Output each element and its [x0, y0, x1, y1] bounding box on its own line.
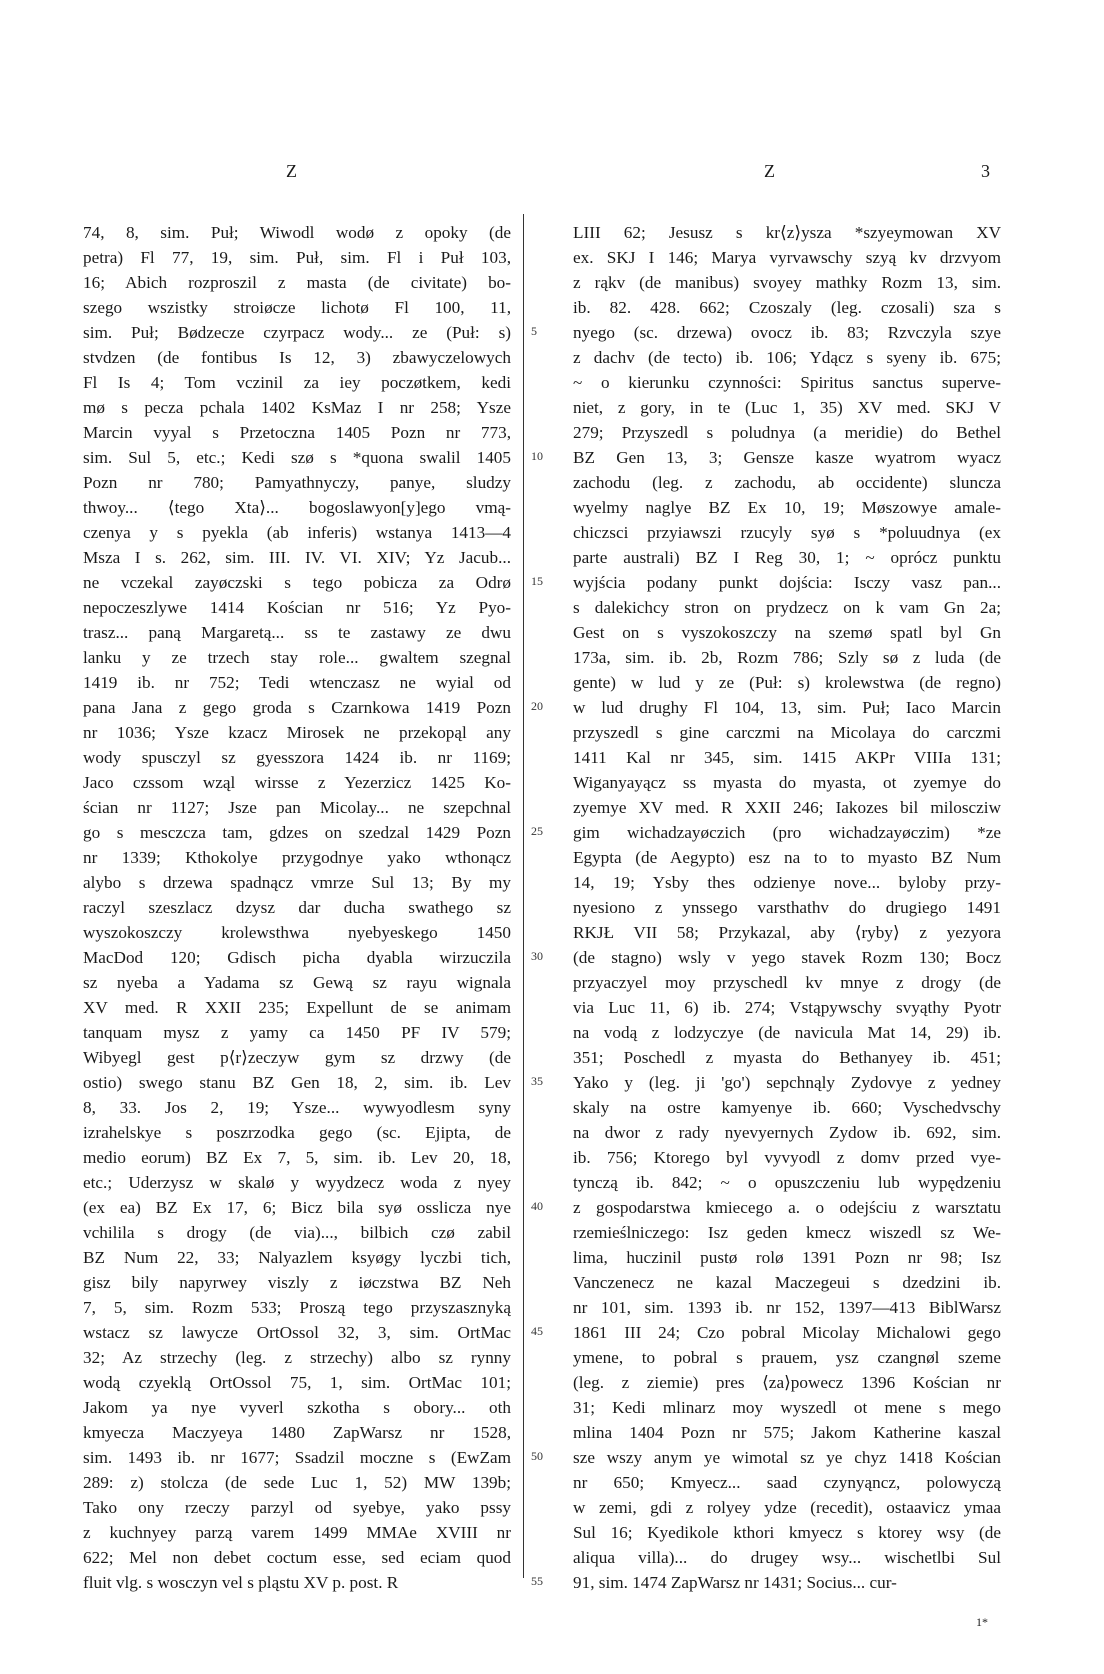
text-line: izrahelskye s poszrzodka gego (sc. Ejipta, de — [83, 1123, 511, 1142]
header-right-letter: Z — [764, 161, 775, 181]
text-line: nepoczeszlywe 1414 Kościan nr 516; Yz Pyo- — [83, 598, 511, 617]
page-number: 3 — [981, 161, 990, 181]
text-line: Marcin vyyal s Przetoczna 1405 Pozn nr 773, — [83, 423, 511, 442]
text-line: w zemi, gdi z rolyey ydze (recedit), ostaavicz ymaa — [573, 1498, 1001, 1517]
text-line: petra) Fl 77, 19, sim. Puł, sim. Fl i Puł 103, — [83, 248, 511, 267]
left-text-column — [83, 220, 511, 1595]
text-line: nyesiono z ynssego varsthathv do drugiego 1491 — [573, 898, 1001, 917]
text-line: XV med. R XXII 235; Expellunt de se animam — [83, 998, 511, 1017]
text-line: nr 101, sim. 1393 ib. nr 152, 1397—413 BiblWarsz — [573, 1298, 1001, 1317]
text-line: fluit vlg. s wosczyn vel s pląstu XV p. post. R — [83, 1573, 399, 1592]
text-line: thwoy... ⟨tego Xta⟩... bogoslawyon[y]ego vmą- — [83, 498, 511, 517]
text-line: z rąkv (de manibus) svoyey mathky Rozm 13, sim. — [573, 273, 1001, 292]
text-line: Jakom ya nye vyverl szkotha s obory... oth — [83, 1398, 511, 1417]
column-divider — [523, 214, 524, 1578]
text-line: ib. 756; Ktorego byl vyvyodl z domv przed vye- — [573, 1148, 1001, 1167]
text-line: wyelmy naglye BZ Ex 10, 19; Møszowye amale- — [573, 498, 1001, 517]
text-line: czenya y s pyekla (ab inferis) wstanya 1413—4 — [83, 523, 511, 542]
text-line: tanquam mysz z yamy ca 1450 PF IV 579; — [83, 1023, 511, 1042]
text-line: trasz... paną Margaretą... ss te zastawy ze dwu — [83, 623, 511, 642]
text-line: 1861 III 24; Czo pobral Micolay Michalowi gego — [573, 1323, 1001, 1342]
text-line: ścian nr 1127; Jsze pan Micolay... ne szepchnal — [83, 798, 511, 817]
text-line: kmyecza Maczyeya 1480 ZapWarsz nr 1528, — [83, 1423, 511, 1442]
text-line: Fl Is 4; Tom vczinil za iey poczøtkem, kedi — [83, 373, 511, 392]
text-line: ymene, to pobral s prauem, ysz czangnøl szeme — [573, 1348, 1001, 1367]
text-line: 31; Kedi mlinarz moy wyszedl ot mene s mego — [573, 1398, 1001, 1417]
text-line: LIII 62; Jesusz s kr⟨z⟩ysza *szyeymowan XV — [573, 223, 1001, 242]
text-line: vchilila s drogy (de via)..., bilbich czø zabil — [83, 1223, 511, 1242]
text-line: 279; Przyszedl s poludnya (a meridie) do Bethel — [573, 423, 1001, 442]
text-line: 74, 8, sim. Puł; Wiwodl wodø z opoky (de — [83, 223, 511, 242]
text-line: s dalekichcy stron on prydzecz on k vam Gn 2a; — [573, 598, 1001, 617]
text-line: BZ Gen 13, 3; Gensze kasze wyatrom wyacz — [573, 448, 1001, 467]
text-line: 351; Poschedl z myasta do Bethanyey ib. 451; — [573, 1048, 1001, 1067]
text-line: wodą czyeklą OrtOssol 75, 1, sim. OrtMac 101; — [83, 1373, 511, 1392]
text-line: pana Jana z gego groda s Czarnkowa 1419 Pozn — [83, 698, 511, 717]
line-number: 45 — [531, 1324, 543, 1338]
right-text-column — [573, 220, 1001, 1595]
text-line: lanku y ze trzech stay role... gwaltem szegnal — [83, 648, 511, 667]
text-line: ex. SKJ I 146; Marya vyrvawschy szyą kv drzvyom — [573, 248, 1001, 267]
text-line: na vodą z lodzyczye (de navicula Mat 14, 29) ib. — [573, 1023, 1001, 1042]
line-number: 15 — [531, 574, 543, 588]
text-line: (de stagno) wsly v yego stavek Rozm 130; Bocz — [573, 948, 1001, 967]
line-number: 25 — [531, 824, 543, 838]
text-line: (ex ea) BZ Ex 17, 6; Bicz bila syø osslicza nye — [83, 1198, 511, 1217]
line-number: 40 — [531, 1199, 543, 1213]
line-number: 55 — [531, 1574, 543, 1588]
text-line: 16; Abich rozproszil z masta (de civitate) bo- — [83, 273, 511, 292]
line-number: 50 — [531, 1449, 543, 1463]
text-line: Pozn nr 780; Pamyathnyczy, panye, sludzy — [83, 473, 511, 492]
text-line: wody spusczyl sz gyesszora 1424 ib. nr 1169; — [83, 748, 511, 767]
text-line: sim. 1493 ib. nr 1677; Ssadzil moczne s (EwZam — [83, 1448, 511, 1467]
text-line: 14, 19; Ysby thes odzienye nove... byloby przy- — [573, 873, 1001, 892]
text-line: Tako ony rzeczy parzyl od syebye, yako pssy — [83, 1498, 511, 1517]
text-line: BZ Num 22, 33; Nalyazlem ksyøgy lyczbi tich, — [83, 1248, 511, 1267]
text-line: zachodu (leg. z zachodu, ab occidente) sluncza — [573, 473, 1001, 492]
text-line: mlina 1404 Pozn nr 575; Jakom Katherine kaszal — [573, 1423, 1001, 1442]
text-line: Yako y (leg. ji 'go') sepchnąly Zydovye z yedney — [573, 1073, 1001, 1092]
text-line: przyaczyel moy przyschedl kv mnye z drogy (de — [573, 973, 1001, 992]
text-line: MacDod 120; Gdisch picha dyabla wirzuczila — [83, 948, 511, 967]
text-line: sze wszy anym ye wimotal sz ye chyz 1418 Kościan — [573, 1448, 1001, 1467]
text-line: 32; Az strzechy (leg. z strzechy) albo sz rynny — [83, 1348, 511, 1367]
text-line: 173a, sim. ib. 2b, Rozm 786; Szly sø z luda (de — [573, 648, 1001, 667]
text-line: skaly na ostre kamyenye ib. 660; Vyschedvschy — [573, 1098, 1001, 1117]
text-line: niet, z gory, in te (Luc 1, 35) XV med. SKJ V — [573, 398, 1001, 417]
text-line: 622; Mel non debet coctum esse, sed eciam quod — [83, 1548, 511, 1567]
text-line: z gospodarstwa kmiecego a. o odejściu z warsztatu — [573, 1198, 1001, 1217]
text-line: nyego (sc. drzewa) ovocz ib. 83; Rzvczyla szye — [573, 323, 1001, 342]
text-line: ib. 82. 428. 662; Czoszaly (leg. czosali) sza s — [573, 298, 1001, 317]
text-line: go s mesczcza tam, gdzes on szedzal 1429 Pozn — [83, 823, 511, 842]
text-line: 8, 33. Jos 2, 19; Ysze... wywyodlesm syny — [83, 1098, 511, 1117]
text-line: przyszedl s gine carczmi na Micolaya do carczmi — [573, 723, 1001, 742]
text-line: w lud drughy Fl 104, 13, sim. Puł; Iaco Marcin — [573, 698, 1001, 717]
text-line: tynczą ib. 842; ~ o opuszczeniu lub wypędzeniu — [573, 1173, 1001, 1192]
text-line: sz nyeba a Yadama sz Gewą sz rayu wignala — [83, 973, 511, 992]
text-line: wstacz sz lawycze OrtOssol 32, 3, sim. OrtMac — [83, 1323, 511, 1342]
text-line: chiczsci przyiawszi rzucyly syø s *poluudnya (ex — [573, 523, 1001, 542]
text-line: RKJŁ VII 58; Przykazal, aby ⟨ryby⟩ z yezyora — [573, 923, 1001, 942]
text-line: via Luc 11, 6) ib. 274; Vstąpywschy svyąthy Pyotr — [573, 998, 1001, 1017]
line-number: 35 — [531, 1074, 543, 1088]
text-line: parte australi) BZ I Reg 30, 1; ~ oprócz punktu — [573, 548, 1001, 567]
text-line: ostio) swego stanu BZ Gen 18, 2, sim. ib. Lev — [83, 1073, 511, 1092]
text-line: raczyl szeszlacz dzysz dar ducha swathego sz — [83, 898, 511, 917]
text-line: ~ o kierunku czynności: Spiritus sanctus superve- — [573, 373, 1001, 392]
line-number: 20 — [531, 699, 543, 713]
text-line: 7, 5, sim. Rozm 533; Proszą tego przyszasznyką — [83, 1298, 511, 1317]
text-line: z dachv (de tecto) ib. 106; Ydącz s syeny ib. 675; — [573, 348, 1001, 367]
text-line: sim. Sul 5, etc.; Kedi szø s *quona swalil 1405 — [83, 448, 511, 467]
text-line: alybo s drzewa spadnącz vmrze Sul 13; By my — [83, 873, 511, 892]
text-line: (leg. z ziemie) pres ⟨za⟩powecz 1396 Kościan nr — [573, 1373, 1001, 1392]
text-line: 1419 ib. nr 752; Tedi wtenczasz ne wyial od — [83, 673, 511, 692]
header-left-letter: Z — [286, 161, 297, 181]
text-line: gente) w lud y ze (Puł: s) krolewstwa (de regno) — [573, 673, 1001, 692]
text-line: ne vczekal zayøczski s tego pobicza za Odrø — [83, 573, 511, 592]
text-line: gisz bily napyrwey viszly z iøczstwa BZ Neh — [83, 1273, 511, 1292]
text-line: Wibyegl gest p⟨r⟩zeczyw gym sz drzwy (de — [83, 1048, 511, 1067]
text-line: rzemieślniczego: Isz geden kmecz wiszedl sz We- — [573, 1223, 1001, 1242]
text-line: wyjścia podany punkt dojścia: Isczy vasz pan... — [573, 573, 1001, 592]
text-line: Egypta (de Aegypto) esz na to to myasto BZ Num — [573, 848, 1001, 867]
text-line: nr 1036; Ysze kzacz Mirosek ne przekopąl any — [83, 723, 511, 742]
text-line: Wiganyayącz ss myasta do myasta, ot zyemye do — [573, 773, 1001, 792]
text-line: szego wszistky stroiøcze lichotø Fl 100, 11, — [83, 298, 511, 317]
text-line: 91, sim. 1474 ZapWarsz nr 1431; Socius... cur- — [573, 1573, 897, 1592]
signature-mark: 1* — [976, 1615, 988, 1629]
text-line: Gest on s vyszokoszczy na szemø spatl byl Gn — [573, 623, 1001, 642]
text-line: 289: z) stolcza (de sede Luc 1, 52) MW 139b; — [83, 1473, 511, 1492]
text-line: z kuchnyey parzą varem 1499 MMAe XVIII nr — [83, 1523, 511, 1542]
text-line: gim wichadzayøczich (pro wichadzayøczim) *ze — [573, 823, 1001, 842]
text-line: medio eorum) BZ Ex 7, 5, sim. ib. Lev 20, 18, — [83, 1148, 511, 1167]
text-line: nr 650; Kmyecz... saad czynyąncz, polowyczą — [573, 1473, 1001, 1492]
text-line: aliqua villa)... do drugey wsy... wischetlbi Sul — [573, 1548, 1001, 1567]
text-line: Jaco czssom wząl wirsse z Yezerzicz 1425 Ko- — [83, 773, 511, 792]
text-line: nr 1339; Kthokolye przygodnye yako wthonącz — [83, 848, 511, 867]
line-number: 5 — [531, 324, 537, 338]
text-line: na dwor z rady nyevyernych Zydow ib. 692, sim. — [573, 1123, 1001, 1142]
line-number: 30 — [531, 949, 543, 963]
text-line: zyemye XV med. R XXII 246; Iakozes bil miloscziw — [573, 798, 1001, 817]
line-number: 10 — [531, 449, 543, 463]
text-line: lima, huczinil pustø rolø 1391 Pozn nr 98; Isz — [573, 1248, 1001, 1267]
text-line: mø s pecza pchala 1402 KsMaz I nr 258; Ysze — [83, 398, 511, 417]
text-line: Vanczenecz ne kazal Maczegeui s dzedzini ib. — [573, 1273, 1001, 1292]
text-line: stvdzen (de fontibus Is 12, 3) zbawyczelowych — [83, 348, 511, 367]
text-line: wyszokoszczy krolewsthwa nyebyeskego 1450 — [83, 923, 511, 942]
text-line: Sul 16; Kyedikole kthori kmyecz s ktorey wsy (de — [573, 1523, 1001, 1542]
text-line: etc.; Uderzysz w skalø y wyydzecz woda z nyey — [83, 1173, 511, 1192]
text-line: 1411 Kal nr 345, sim. 1415 AKPr VIIIa 131; — [573, 748, 1001, 767]
text-line: Msza I s. 262, sim. III. IV. VI. XIV; Yz Jacub... — [83, 548, 511, 567]
text-line: sim. Puł; Bødzecze czyrpacz wody... ze (Puł: s) — [83, 323, 511, 342]
